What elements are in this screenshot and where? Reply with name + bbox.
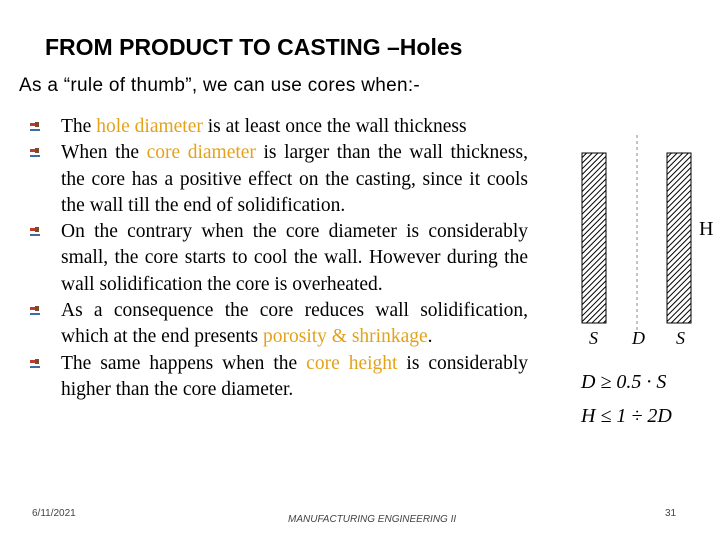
bullet-highlight: core height <box>306 352 398 374</box>
bullet-item <box>30 219 528 298</box>
bullet-text: As a consequence the core reduces wall solidification, which at the end presents <box>61 300 528 348</box>
bullet-text: . <box>427 326 433 348</box>
bullet-text: On the contrary when the core diameter is considerably small, the core starts to cool the wall. However during the wall solidification the core is overheated. <box>61 221 528 295</box>
bullet-arrow-icon <box>30 304 40 318</box>
bullet-list <box>30 114 528 403</box>
formula-diameter: D ≥ 0.5 · S <box>581 371 667 393</box>
bullet-item <box>30 140 528 219</box>
height-label: H <box>699 218 714 240</box>
wall-thickness-label-right: S <box>676 328 685 348</box>
bullet-arrow-icon <box>30 357 40 371</box>
bullet-highlight: hole diameter <box>96 116 203 137</box>
left-wall <box>582 153 606 323</box>
bullet-item <box>30 298 528 351</box>
footer-course: MANUFACTURING ENGINEERING II <box>288 514 457 525</box>
footer-date: 6/11/2021 <box>32 508 76 519</box>
bullet-text: is considerably higher than the core diameter. <box>61 352 529 400</box>
bullet-arrow-icon <box>30 120 40 134</box>
diameter-label: D <box>632 328 645 348</box>
bullet-item <box>30 351 528 404</box>
slide-number: 31 <box>665 508 677 519</box>
slide-subtitle: As a “rule of thumb”, we can use cores when:- <box>19 75 421 96</box>
bullet-arrow-icon <box>30 225 40 239</box>
right-wall <box>667 153 691 323</box>
formula-height: H ≤ 1 ÷ 2D <box>581 405 672 427</box>
bullet-item <box>30 114 528 140</box>
bullet-text: The same happens when the <box>61 352 307 374</box>
core-diagram <box>575 130 720 430</box>
bullet-text: is larger than the wall thickness, the core has a positive effect on the casting, since it cools the wall till the end of solidification. <box>61 142 528 216</box>
bullet-arrow-icon <box>30 146 40 160</box>
bullet-text: is at least once the wall thickness <box>202 116 467 137</box>
slide-title: FROM PRODUCT TO CASTING –Holes <box>45 34 463 60</box>
bullet-highlight: core diameter <box>146 142 256 164</box>
wall-thickness-label-left: S <box>589 328 598 348</box>
bullet-highlight: porosity & shrinkage <box>262 326 428 348</box>
bullet-text: When the <box>61 142 147 164</box>
bullet-text: The <box>61 116 97 137</box>
